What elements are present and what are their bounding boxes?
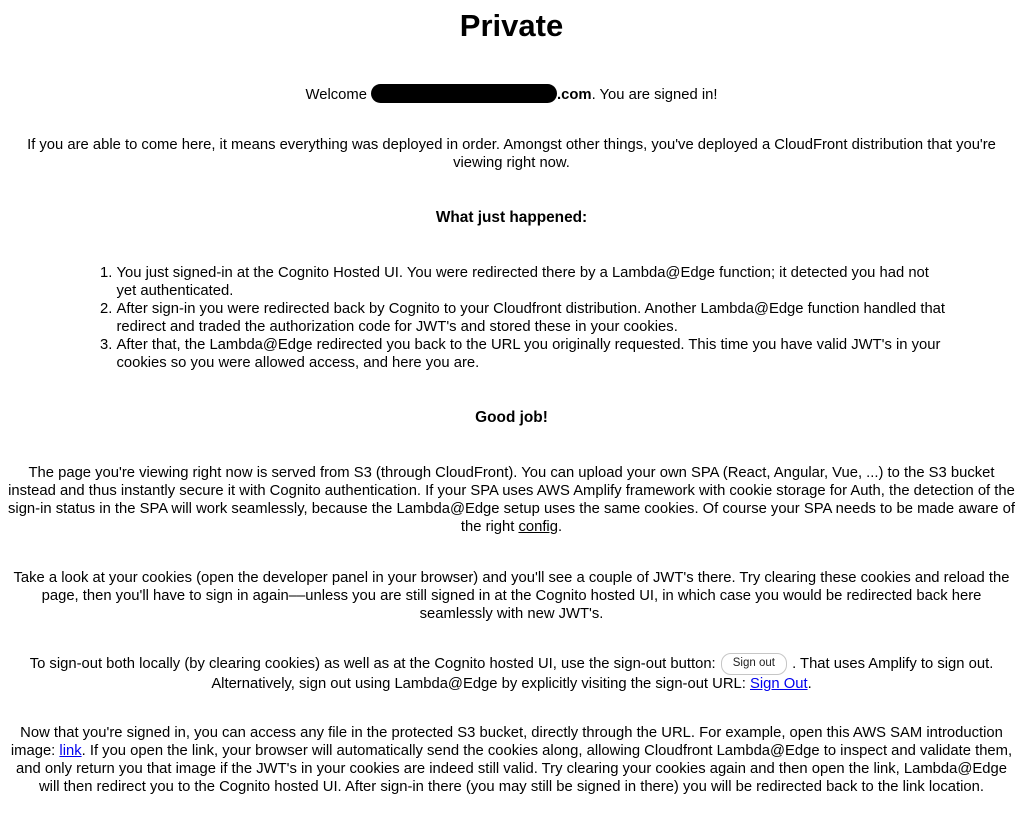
sign-out-button[interactable]: Sign out: [721, 653, 787, 675]
signout-text-end: .: [807, 676, 812, 692]
config-link[interactable]: config: [518, 519, 558, 535]
page-title: Private: [459, 8, 564, 43]
spa-paragraph: [8, 464, 1015, 536]
welcome-prefix: Welcome: [305, 87, 372, 103]
list-item: 3. After that, the Lambda@Edge redirected you back to the URL you originally requested. This time you have valid JWT's in your cookies so you were allowed access, and here you are.: [117, 336, 947, 372]
signout-text-mid: . That uses Amplify to sign out. Alternatively, sign out using Lambda@Edge by explicitly visiting the sign-out URL:: [211, 655, 994, 692]
signout-paragraph: [8, 653, 1015, 693]
welcome-line: [8, 84, 1015, 104]
spa-text-end: .: [557, 519, 563, 535]
sign-out-link[interactable]: Sign Out: [749, 676, 808, 692]
redacted-email-bar: [371, 84, 557, 103]
access-text: Now that you're signed in, you can access any file in the protected S3 bucket, directly through the URL. For example, open this AWS SAM introduction image:: [10, 725, 1003, 759]
list-item: 2. After sign-in you were redirected back by Cognito to your Cloudfront distribution. Another Lambda@Edge function handled that redirect and traded the authorization code for JWT's and stored these in your cookies.: [117, 300, 947, 336]
access-paragraph: [8, 724, 1015, 796]
welcome-suffix: . You are signed in!: [591, 87, 718, 103]
access-text-end: . If you open the link, your browser will automatically send the cookies along, allowing Cloudfront Lambda@Edge to inspect and validate them, and only return you that image if the JWT's in your cookies are indeed still valid. Try clearing your cookies again and then open the link, Lambda@Edge will then redirect you to the Cognito hosted UI. After sign-in there (you may still be signed in there) you will be redirected back to the link location.: [16, 743, 1013, 795]
good-job-heading: Good job!: [475, 409, 548, 426]
list-item: 1. You just signed-in at the Cognito Hosted UI. You were redirected there by a Lambda@Edge function; it detected you had not yet authenticated.: [117, 264, 947, 300]
steps-list: [77, 264, 947, 372]
image-link[interactable]: link: [59, 743, 82, 759]
what-happened-heading: What just happened:: [435, 209, 588, 226]
intro-paragraph: If you are able to come here, it means everything was deployed in order. Amongst other things, you've deployed a CloudFront distribution that you're viewing right now.: [27, 137, 996, 171]
welcome-email: [371, 87, 592, 103]
email-domain-suffix: .com: [557, 87, 592, 103]
cookies-paragraph: Take a look at your cookies (open the developer panel in your browser) and you'll see a couple of JWT's there. Try clearing these cookies and reload the page, then you'll have to sign in again––unless you are still signed in at the Cognito hosted UI, in which case you would be redirected back here seamlessly with new JWT's.: [13, 570, 1010, 622]
spa-text: The page you're viewing right now is served from S3 (through CloudFront). You can upload your own SPA (React, Angular, Vue, ...) to the S3 bucket instead and thus instantly secure it with Cognito authentication. If your SPA uses AWS Amplify framework with cookie storage for Auth, the detection of the sign-in status in the SPA will work seamlessly, because the Lambda@Edge setup uses the same cookies. Of course your SPA needs to be made aware of the right: [8, 465, 1015, 535]
signout-text: To sign-out both locally (by clearing cookies) as well as at the Cognito hosted UI, use the sign-out button:: [29, 655, 720, 672]
